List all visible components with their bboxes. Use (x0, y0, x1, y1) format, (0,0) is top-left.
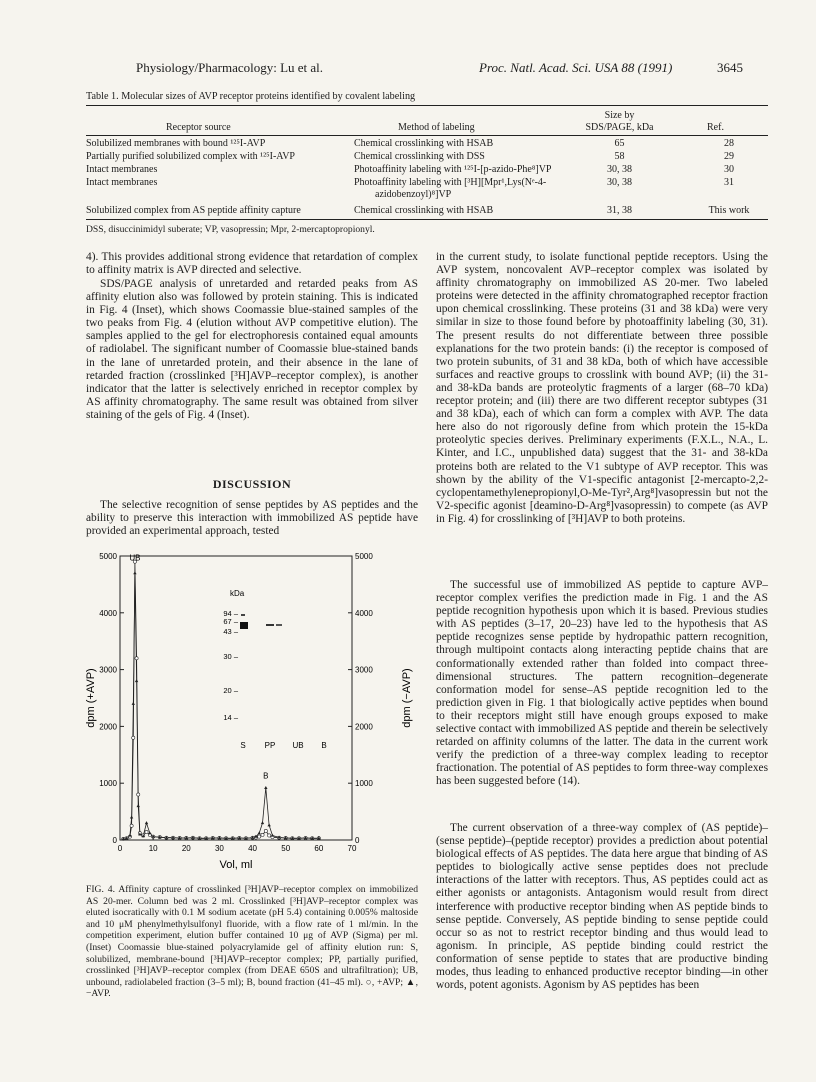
lane-pp: PP (264, 741, 276, 750)
x-tick-label: 10 (148, 844, 158, 853)
gel-band-pp (266, 624, 274, 626)
data-point-minus-avp (132, 702, 135, 705)
table-top-rule (86, 105, 768, 106)
data-point-plus-avp (264, 829, 267, 832)
lane-s: S (240, 741, 246, 750)
elution-chart (80, 546, 420, 874)
cell-method: Photoaffinity labeling with ¹²⁵I-[p-azido-Phe⁸]VP (354, 164, 552, 175)
cell-source: Intact membranes (86, 164, 158, 175)
data-point-plus-avp (137, 793, 140, 796)
y-tick-label-left: 4000 (99, 608, 117, 618)
cell-source: Partially purified solubilized complex with ¹²⁵I-AVP (86, 151, 295, 162)
x-axis-label: Vol, ml (219, 859, 253, 871)
series-line-minus-avp (123, 573, 319, 839)
data-point-minus-avp (261, 821, 264, 824)
data-point-minus-avp (133, 571, 136, 574)
y-tick-label-left: 2000 (99, 722, 117, 732)
cell-size: 30, 38 (607, 164, 632, 175)
y-tick-label-right: 1000 (355, 779, 373, 789)
y-tick-label-right: 4000 (355, 608, 373, 618)
header-size-1: Size by (604, 110, 635, 121)
y-tick-label-right: 3000 (355, 665, 373, 675)
cell-method: Photoaffinity labeling with [³H][Mpr¹,Lys(Nᵉ-4- (354, 177, 547, 188)
x-tick-label: 20 (181, 844, 191, 853)
plot-frame (120, 553, 352, 840)
x-tick-label: 70 (347, 844, 357, 853)
cell-method-continued: azidobenzoyl)⁸]VP (375, 189, 452, 200)
page-number: 3645 (717, 60, 743, 75)
data-point-minus-avp (267, 823, 270, 826)
cell-ref: This work (708, 205, 750, 216)
cell-size: 31, 38 (607, 205, 632, 216)
x-tick-label: 30 (214, 844, 224, 853)
marker-14: 14 – (223, 713, 238, 722)
table-footnote: DSS, disuccinimidyl suberate; VP, vasopressin; Mpr, 2-mercaptopropionyl. (86, 224, 375, 235)
gel-band-s-high (241, 614, 245, 616)
body-paragraph: 4). This provides additional strong evidence that retardation of complex to affinity matrix is AVP directed and selective. (86, 251, 418, 277)
cell-ref: 29 (724, 151, 734, 162)
data-point-plus-avp (132, 736, 135, 739)
data-point-plus-avp (145, 830, 148, 833)
y-tick-label-left: 3000 (99, 665, 117, 675)
data-point-minus-avp (145, 821, 148, 824)
inset-kda-label: kDa (230, 589, 245, 598)
figure-caption: FIG. 4. Affinity capture of crosslinked [³H]AVP–receptor complex on immobilized AS 20-mer. Column bed was 2 ml. Crosslinked [³H]AVP–receptor complex was eluted isocratically with 0.1 M sodium acetate (pH 5.4) containing 0.005% maltoside and 10 μM phenylmethylsulfonyl fluoride, with a flow rate of 1 ml/min. In the competition experiment, elution buffer contained 10 μg of AVP (Sigma) per ml. (Inset) Coomassie blue-stained polyacrylamide gel of affinity elution run: S, solubilized, membrane-bound [³H]AVP–receptor complex; PP, partially purified, crosslinked [³H]AVP–receptor complex (from DEAE 650S and ultrafiltration); UB, unbound, radiolabeled fraction (3–5 ml); B, bound fraction (41–45 ml). ○, +AVP; ▲, −AVP. (86, 884, 418, 1000)
header-ref: Ref. (707, 122, 724, 133)
header-source: Receptor source (166, 122, 231, 133)
data-point-minus-avp (271, 834, 274, 837)
body-paragraph: in the current study, to isolate functional peptide receptors. Using the AVP system, noncovalent AVP–receptor complex was isolated by affinity chromatography on immobilized AS 20-mer. Two labeled proteins were detected in the affinity chromatographed receptor fraction upon chemical crosslinking. These proteins (31 and 38 kDa) were very similar in size to those found before by photoaffinity labeling (30, 31). The present results do not differentiate between three possible explanations for the two protein bands: (i) the receptor is composed of two protein subunits, of 31 and 38 kDa, both of which have accessible surfaces and reactive groups to crosslink with bound AVP; (ii) the 31- and 38-kDa bands are proteolytic fragments of a larger (68–70 kDa) receptor protein; and (iii) there are two different receptor subtypes (31 and 38 kDa), each of which can form a complex with AVP. The data here also do not rigorously define from which protein the 15-kDa proteolytic species derives. Preliminary experiments (F.X.L., N.A., L. Kinter, and I.C., unpublished data) suggest that the 31- and 38-kDa proteins both are related to the V1 subtype of AVP receptor. This was shown by the ability of the V1-specific antagonist [2-mercapto-2,2-cyclopentamethylenepropionyl,O-Me-Tyr²,Arg⁸]vasopressin but not the V2-specific agonist [deamino-D-Arg⁸]vasopressin) to compete (as AVP in Fig. 4) for crosslinking of [³H]AVP to both proteins. (436, 251, 768, 525)
marker-30: 30 – (223, 652, 238, 661)
table-header-rule (86, 135, 768, 136)
y-tick-label-left: 0 (112, 836, 117, 845)
cell-method: Chemical crosslinking with DSS (354, 151, 485, 162)
cell-size: 65 (614, 138, 625, 149)
data-point-minus-avp (130, 815, 133, 818)
series-line-plus-avp (123, 562, 319, 839)
y-axis-label-right: dpm (−AVP) (401, 668, 413, 728)
section-heading: DISCUSSION (212, 477, 292, 491)
x-tick-label: 60 (314, 844, 324, 853)
x-tick-label: 0 (117, 844, 123, 853)
cell-method: Chemical crosslinking with HSAB (354, 205, 494, 216)
gel-band-s-main (240, 622, 248, 629)
body-paragraph: The current observation of a three-way complex of (AS peptide)–(sense peptide)–(peptide receptor) provides a prediction about potential biological effects of AS peptides. The data here argue that binding of AS peptides to biologically active sense peptides does not preclude interactions of the latter with receptors. Thus, AS peptides could act as either agonists or antagonists. Antagonism would result from direct interference with productive receptor binding when AS peptide binds to sense peptide. Conversely, AS peptide binding to sense peptide could occur so as not to restrict receptor binding and thus would lead to agonism. In principle, AS peptide binding could restrict the conformation of sense peptide to states that are productive binding modes, thus leading to enhanced productive receptor binding—in other words, potent agonists. Agonism by AS peptides has been (436, 822, 768, 992)
marker-67: 67 – (223, 617, 238, 626)
y-tick-label-right: 0 (355, 836, 360, 845)
running-header-left: Physiology/Pharmacology: Lu et al. (136, 60, 324, 75)
data-point-plus-avp (268, 834, 271, 837)
marker-20: 20 – (223, 686, 238, 695)
y-tick-label-left: 5000 (99, 552, 117, 561)
body-paragraph: The successful use of immobilized AS peptide to capture AVP–receptor complex verifies the prediction made in Fig. 1 and the AS peptide recognition hypothesis upon which it is based. Previous studies with AS peptides (3–17, 20–23) have led to the hypothesis that AS peptide recognizes sense peptide by hydropathic pattern recognition, through multipoint contacts along interacting peptide chains that are conformationally extended rather than folded into compact three-dimensional structures. The pattern recognition–degenerate conformation model for sense–AS peptide recognition led to the prediction given in Fig. 1 that biologically active peptides when bound to their receptors might still have enough groups exposed to make selective contact with immobilized AS peptide and therein be selectively retarded on affinity columns of the latter. The data in the current work verify the prediction of a three-way complex leading to receptor fractionation. The potential of AS peptides to form three-way complexes has been suggested before (14). (436, 579, 768, 788)
x-tick-label: 40 (248, 844, 258, 853)
y-tick-label-right: 5000 (355, 552, 373, 561)
marker-43: 43 – (223, 627, 238, 636)
lane-b: B (321, 741, 327, 750)
cell-ref: 31 (724, 177, 734, 188)
body-paragraph: SDS/PAGE analysis of unretarded and retarded peaks from AS affinity elution also was followed by protein staining. This is indicated in Fig. 4 (Inset), which shows Coomassie blue-stained samples of the two peaks from Fig. 4 (elution without AVP competitive elution). The samples applied to the gel for electrophoresis contained equal amounts of radiolabel. The significant number of Coomassie blue-stained bands in the lane of unretarded protein, and their absence in the lane of retarded fraction (crosslinked [³H]AVP–receptor complex), is another indicator that the latter is selectively enriched in receptor complex by AS affinity chromatography. The same result was obtained from silver staining of the gels of Fig. 4 (Inset). (86, 278, 418, 421)
cell-ref: 28 (724, 138, 734, 149)
table-caption: Table 1. Molecular sizes of AVP receptor proteins identified by covalent labeling (86, 91, 416, 102)
peak-annotation: UB (129, 553, 141, 563)
data-point-minus-avp (135, 679, 138, 682)
data-point-plus-avp (135, 657, 138, 660)
cell-source: Solubilized membranes with bound ¹²⁵I-AVP (86, 138, 266, 149)
y-tick-label-left: 1000 (99, 779, 117, 789)
header-method: Method of labeling (398, 122, 475, 133)
figure-4 (80, 546, 420, 874)
cell-source: Intact membranes (86, 177, 158, 188)
header-size-2: SDS/PAGE, kDa (585, 122, 654, 133)
y-tick-label-right: 2000 (355, 722, 373, 732)
data-point-minus-avp (264, 786, 267, 789)
cell-ref: 30 (724, 164, 734, 175)
data-point-plus-avp (261, 833, 264, 836)
gel-band-pp-2 (276, 624, 282, 626)
marker-94: 94 – (223, 609, 238, 618)
data-point-plus-avp (258, 835, 261, 838)
table-bottom-rule (86, 219, 768, 220)
cell-size: 58 (614, 151, 625, 162)
cell-method: Chemical crosslinking with HSAB (354, 138, 494, 149)
x-tick-label: 50 (281, 844, 291, 853)
y-axis-label-left: dpm (+AVP) (85, 668, 97, 728)
data-point-minus-avp (137, 804, 140, 807)
gel-inset (223, 589, 326, 750)
peak-annotation: B (263, 771, 269, 781)
cell-size: 30, 38 (607, 177, 632, 188)
cell-source: Solubilized complex from AS peptide affinity capture (86, 205, 301, 216)
data-point-minus-avp (148, 831, 151, 834)
data-point-minus-avp (258, 831, 261, 834)
data-point-plus-avp (130, 824, 133, 827)
body-paragraph: The selective recognition of sense peptides by AS peptides and the ability to preserve this interaction with immobilized AS peptide have provided an experimental approach, tested (86, 499, 418, 538)
running-header-journal: Proc. Natl. Acad. Sci. USA 88 (1991) (479, 60, 673, 75)
lane-ub: UB (292, 741, 304, 750)
